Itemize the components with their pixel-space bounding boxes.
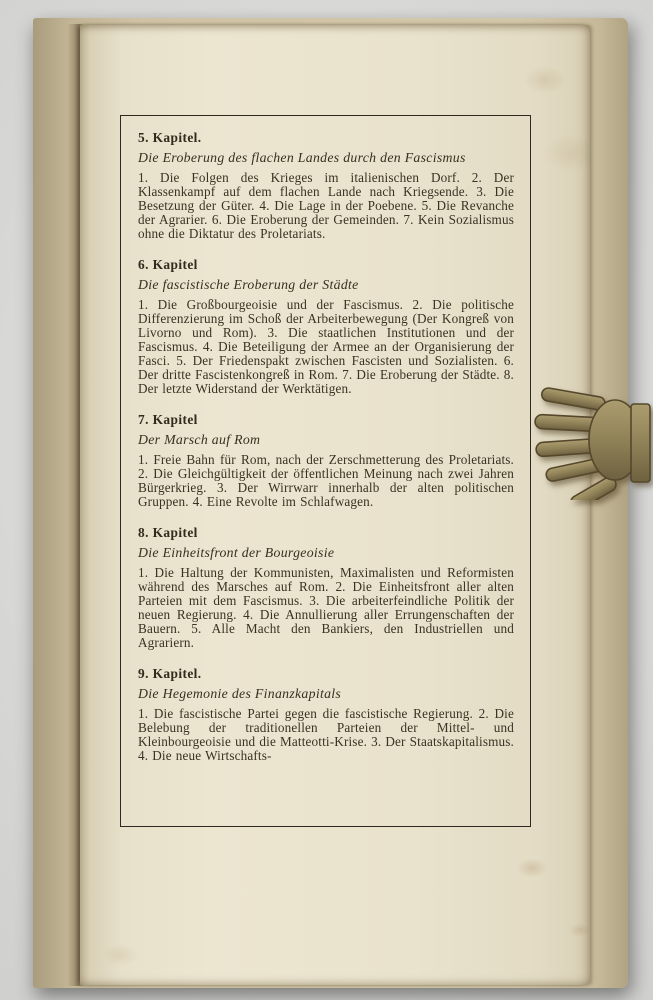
hand-clasp-icon bbox=[531, 386, 651, 500]
chapter-summary: 1. Die fascistische Partei gegen die fascistische Regierung. 2. Die Belebung der traditionellen Parteien der Mittel- und Kleinbourgeoisie und die Matteotti-Krise. 3. Der Staatskapitalismus. 4. Die neue Wirtschafts- bbox=[138, 706, 514, 763]
chapter-section bbox=[138, 525, 514, 650]
chapter-number: 8. Kapitel bbox=[138, 525, 198, 540]
chapter-title: Der Marsch auf Rom bbox=[138, 432, 261, 447]
chapter-summary: 1. Die Großbourgeoisie und der Fascismus. 2. Die politische Differenzierung im Schoß der Arbeiterbewegung (Der Kongreß von Livorno und Rom). 3. Die staatlichen Institutionen und der Fascismus. 4. Die Beteiligung der Armee an der Organisierung der Fasci. 5. Der Friedenspakt zwischen Fascisten und Sozialisten. 6. Der dritte Fascistenkongreß in Rom. 7. Die Eroberung der Städte. 8. Der letzte Widerstand der Werktätigen. bbox=[138, 297, 514, 396]
book-page bbox=[80, 25, 590, 985]
chapter-title: Die Einheitsfront der Bourgeoisie bbox=[138, 545, 335, 560]
chapter-section bbox=[138, 257, 514, 396]
chapter-summary: 1. Die Folgen des Krieges im italienischen Dorf. 2. Der Klassenkampf auf dem flachen Lande nach Kriegsende. 3. Die Besetzung der Güter. 4. Die Lage in der Poebene. 5. Die Revanche der Agrarier. 6. Die Eroberung der Gemeinden. 7. Kein Sozialismus ohne die Diktatur des Proletariats. bbox=[138, 170, 514, 241]
book-cover bbox=[33, 18, 628, 988]
chapter-title: Die Hegemonie des Finanzkapitals bbox=[138, 686, 342, 701]
chapter-section bbox=[138, 666, 514, 763]
chapter-title: Die fascistische Eroberung der Städte bbox=[138, 277, 359, 292]
chapter-number: 6. Kapitel bbox=[138, 257, 198, 272]
chapter-summary: 1. Freie Bahn für Rom, nach der Zerschmetterung des Proletariats. 2. Die Gleichgültigkeit der öffentlichen Meinung nach zwei Jahren Bürgerkrieg. 3. Der Wirrwarr innerhalb der alten politischen Gruppen. 4. Eine Revolte im Schlafwagen. bbox=[138, 452, 514, 509]
chapter-number: 5. Kapitel. bbox=[138, 130, 202, 145]
chapter-number: 7. Kapitel bbox=[138, 412, 198, 427]
chapter-title: Die Eroberung des flachen Landes durch den Fascismus bbox=[138, 150, 466, 165]
chapter-number: 9. Kapitel. bbox=[138, 666, 202, 681]
toc-frame bbox=[120, 115, 531, 827]
chapter-section bbox=[138, 412, 514, 509]
chapter-summary: 1. Die Haltung der Kommunisten, Maximalisten und Reformisten während des Marsches auf Rom. 2. Die Einheitsfront aller alten Parteien mit dem Fascismus. 3. Die arbeiterfeindliche Politik der neuen Regierung. 4. Die Annullierung aller Errungenschaften der Bauern. 5. Alle Macht den Bankiers, den Industriellen und Agrariern. bbox=[138, 565, 514, 650]
chapter-section bbox=[138, 130, 514, 241]
